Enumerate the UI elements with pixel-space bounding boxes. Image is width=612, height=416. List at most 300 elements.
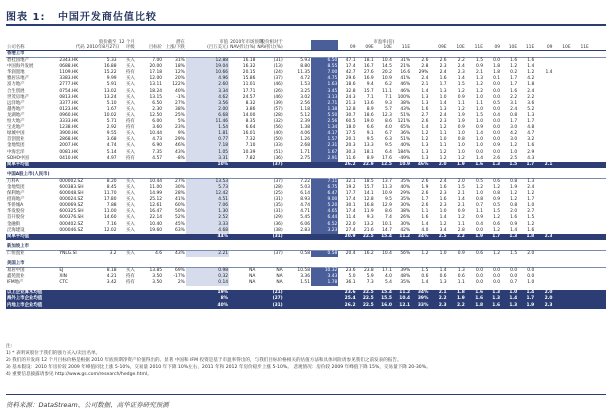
company-name-cell: 恒大地产	[7, 119, 25, 125]
table-cell: 4.0	[384, 274, 392, 280]
table-cell: 2.2	[448, 303, 466, 309]
table-cell: 0.0	[527, 274, 535, 280]
table-cell: 1.0	[457, 143, 465, 149]
table-cell: 1.4	[457, 76, 465, 82]
table-cell: 4.51	[186, 197, 229, 203]
table-cell: 2.7	[527, 209, 535, 215]
table-cell: 买入	[125, 100, 135, 106]
company-name-cell: 中海宏洋	[7, 149, 25, 155]
table-cell	[311, 303, 338, 309]
ticker-cell: 0754.HK	[59, 88, 79, 94]
table-cell: 1.6	[421, 106, 429, 112]
table-cell: 买入	[125, 209, 135, 215]
table-cell: 7.22	[300, 178, 310, 184]
section-header	[6, 172, 606, 179]
table-cell: 1.4	[457, 197, 465, 203]
table-cell: 1.8	[448, 290, 466, 296]
table-cell	[163, 303, 186, 309]
table-cell: 1.6	[466, 296, 484, 302]
table-cell: 持有	[125, 119, 135, 125]
table-cell: 3.68	[106, 137, 117, 143]
note-line: 3) 基本假设：2010 年房价较 2009 年峰值同比上涨 5-10%，交易量 2010 年下降 10%左右，2011 年和 2012 年房价稳步上涨 5-10%。 悲观情况：房价较 2009 年峰值下降 15%，交易量下降 20-30%。	[6, 365, 431, 371]
table-cell: 买入	[125, 82, 135, 88]
table-cell: (31)	[273, 197, 283, 203]
table-cell: (31)	[273, 58, 283, 64]
ticker-cell: EJ	[59, 268, 64, 274]
table-cell: 1.1	[457, 100, 465, 106]
table-cell: 买入	[125, 250, 135, 256]
table-cell: 0.0	[493, 274, 501, 280]
table-cell: 2.71	[311, 101, 338, 107]
table-row	[6, 178, 606, 185]
table-cell: 2.5	[429, 234, 447, 240]
table-cell: 1.3	[457, 268, 465, 274]
table-cell: (39)	[273, 100, 283, 106]
table-cell: 9.3	[366, 215, 374, 221]
table-cell: 1.34	[311, 125, 338, 131]
table-cell: 56%	[400, 250, 411, 256]
table-cell: 持有	[125, 274, 135, 280]
ticker-cell: 600383.SH	[59, 184, 84, 190]
company-name-cell: 金地集团	[7, 143, 25, 149]
table-cell: 0.98	[186, 268, 229, 275]
table-cell: 11.9	[363, 209, 374, 215]
table-cell: 18.0	[345, 125, 356, 131]
table-cell: 16.47	[149, 209, 163, 215]
table-cell: -17%	[173, 274, 185, 280]
ticker-cell: 600048.SH	[59, 191, 84, 197]
table-cell: 3.34	[186, 89, 229, 95]
table-cell: 0.0	[493, 106, 501, 112]
table-cell: 3.36	[300, 274, 310, 280]
table-cell	[136, 303, 163, 309]
table-cell: NA	[276, 280, 283, 286]
table-cell: 22.5	[357, 303, 375, 309]
table-cell: 1.5	[501, 162, 518, 168]
table-cell: (33)	[273, 143, 283, 149]
table-cell	[572, 58, 590, 65]
table-cell: 1.9	[448, 162, 466, 168]
table-cell: 2.4	[421, 76, 429, 82]
table-cell: 1.9	[457, 119, 465, 125]
table-cell: NA	[276, 268, 283, 274]
ticker-cell: 2777.HK	[59, 82, 79, 88]
table-cell: 8.80	[300, 64, 310, 70]
section-title: 新加坡上市	[6, 244, 606, 251]
table-cell: 26%	[400, 215, 411, 221]
table-cell: 1.9	[466, 234, 484, 240]
table-cell: 0.5	[493, 203, 501, 209]
table-cell: 12.42	[186, 191, 229, 197]
table-cell: 4.17	[311, 131, 338, 137]
table-cell: 1.8	[518, 234, 535, 240]
table-cell: 2.4	[527, 88, 535, 94]
table-cell: 19.2	[345, 184, 356, 190]
table-row	[6, 250, 606, 257]
table-cell: 2.6	[421, 58, 429, 64]
table-cell: 0.0	[493, 131, 501, 137]
table-cell: 17.1	[382, 268, 392, 274]
table-cell: 0.9	[493, 197, 501, 203]
table-cell: 12.8	[345, 106, 356, 112]
table-cell	[590, 250, 606, 257]
table-cell: 7.10	[245, 143, 256, 149]
table-cell: 3.60	[152, 125, 163, 131]
table-cell	[284, 303, 311, 309]
table-cell: 6.14	[300, 191, 310, 197]
table-cell: 4.96	[186, 76, 229, 82]
ticker-cell: 2007.HK	[59, 143, 79, 149]
table-cell: 1.2	[510, 143, 518, 149]
table-cell: 1.3	[421, 143, 429, 149]
table-cell: 1.5	[457, 82, 465, 88]
table-cell: 16.18	[242, 58, 256, 64]
table-cell: 30.1	[345, 203, 356, 209]
table-cell: 1.0	[439, 94, 447, 100]
table-cell: 3.1	[510, 100, 518, 106]
note-line: 4) 重要信息披露请参见 http://www.gs.com/research/hedge.html。	[6, 372, 152, 378]
table-cell: 0.0	[493, 94, 501, 100]
table-cell: 1.3	[501, 234, 518, 240]
table-cell: 1.2	[510, 64, 518, 70]
ticker-cell: 0960.HK	[59, 112, 79, 118]
table-cell: (31)	[256, 303, 283, 309]
table-cell: 1.7	[518, 296, 535, 302]
table-cell: 65%	[400, 125, 411, 131]
table-cell: 0.1	[493, 76, 501, 82]
table-cell: 1.1	[457, 221, 465, 227]
table-cell: 39%	[411, 296, 429, 302]
company-name-cell: 简单平均值	[6, 234, 58, 240]
table-cell: 13.11	[149, 82, 163, 88]
table-cell: 0.0	[476, 268, 483, 274]
table-cell: 35%	[400, 197, 411, 203]
table-cell: NA	[249, 280, 256, 286]
table-cell: 0.0	[493, 82, 501, 88]
table-cell: 6.44	[311, 215, 338, 221]
table-cell	[590, 58, 606, 65]
table-cell: 2.30	[152, 106, 163, 112]
ticker-cell: 000402.SZ	[59, 221, 84, 227]
table-cell: 买入	[125, 58, 135, 64]
table-cell: 1.3	[484, 290, 501, 296]
table-cell: 9.4	[366, 82, 374, 88]
table-cell: 2.3	[429, 303, 447, 309]
table-cell: 2.3	[457, 70, 465, 76]
table-cell: 2.5	[510, 155, 518, 161]
table-cell: 2.4	[510, 106, 518, 112]
bottom-rule	[6, 394, 606, 395]
table-cell: 15.4	[375, 234, 393, 240]
table-cell: 2.0	[429, 162, 447, 168]
table-cell: 1.4	[421, 125, 429, 131]
table-cell: 16.01	[242, 131, 256, 137]
table-cell: 8.45	[106, 184, 117, 190]
table-cell: 1.2	[476, 82, 483, 88]
table-cell: 12.00	[149, 76, 163, 82]
table-cell: 1.7	[527, 197, 535, 203]
table-cell: 1.8	[466, 303, 484, 309]
table-cell: 1.0	[439, 209, 447, 215]
table-cell: 4.71	[300, 209, 310, 215]
table-cell: 1.0	[527, 203, 535, 209]
table-cell: 1.6	[439, 197, 447, 203]
table-cell: 69%	[175, 268, 185, 274]
table-cell	[535, 250, 553, 257]
table-cell: 1.4	[545, 70, 553, 76]
table-cell: 11.01	[242, 82, 256, 88]
table-cell: 0.4	[493, 112, 501, 118]
table-cell: 20.15	[242, 70, 256, 76]
table-cell: 6.2	[384, 82, 392, 88]
table-cell: 1.7	[510, 82, 518, 88]
table-cell: 1.3	[484, 162, 501, 168]
table-cell: 184%	[397, 149, 411, 155]
table-cell: 10.40	[149, 221, 163, 227]
table-cell: 1.8	[493, 70, 501, 76]
table-cell: 买入	[125, 112, 135, 118]
table-cell: (46)	[273, 82, 283, 88]
table-cell: 2.9	[527, 149, 535, 155]
table-cell: 2.2	[510, 94, 518, 100]
page-title	[6, 8, 165, 23]
table-cell	[553, 58, 571, 65]
table-cell: 9.55	[106, 131, 117, 137]
table-cell: 2.1	[429, 290, 447, 296]
table-cell: 1.2	[457, 155, 465, 161]
table-cell: 5.50	[311, 113, 338, 119]
company-name-cell: 宝龙地产	[7, 125, 25, 131]
table-cell: 0.8	[510, 178, 518, 184]
table-cell: 4.21	[106, 274, 117, 280]
table-cell: 0.8	[510, 112, 518, 118]
table-cell: 40%	[400, 143, 411, 149]
table-cell: 买入	[125, 106, 135, 112]
table-cell: 2.2	[457, 58, 465, 64]
table-cell: 1.0	[457, 149, 465, 155]
table-cell: 2.4	[457, 64, 465, 70]
table-cell: 11.4	[345, 215, 356, 221]
table-cell: 32.1	[345, 178, 356, 184]
table-cell: 1.0	[527, 280, 535, 286]
table-cell: 1.6	[484, 303, 501, 309]
table-cell: 1.1	[421, 209, 429, 215]
company-name-cell: 合生创展	[7, 88, 25, 94]
table-cell: 8.6	[384, 209, 392, 215]
table-cell: 25%	[175, 112, 185, 118]
table-cell: 1.3	[527, 178, 535, 184]
table-cell: 27.4	[345, 227, 356, 233]
table-cell: 1.4	[476, 131, 483, 137]
table-cell: 买入	[125, 149, 135, 155]
table-cell: 1.0	[476, 143, 483, 149]
table-cell: 1.78	[311, 280, 338, 286]
company-name-cell: 招商地产	[7, 197, 25, 203]
table-cell: 21.3	[345, 100, 356, 106]
table-cell: 0.6	[476, 250, 483, 256]
table-cell: 36%	[400, 131, 411, 137]
table-cell	[229, 178, 256, 185]
table-cell: 1.7	[421, 197, 429, 203]
table-cell: 买入	[125, 94, 135, 100]
table-cell: 14.99	[149, 191, 163, 197]
table-cell: 40%	[400, 184, 411, 190]
table-cell: 14.5	[382, 64, 392, 70]
company-name-cell: 鑫苑置业	[7, 274, 25, 280]
table-cell: 11.35	[297, 70, 310, 76]
table-cell: 2.6	[421, 119, 429, 125]
table-cell: 3.50	[152, 280, 163, 286]
table-cell: 1.6	[527, 143, 535, 149]
table-cell: 2.6	[421, 178, 429, 184]
table-cell: 43%	[175, 149, 185, 155]
table-cell: 20.00	[149, 64, 163, 70]
table-cell: 51%	[400, 137, 411, 143]
table-cell: 6.52	[311, 222, 338, 228]
table-cell: 0.9	[510, 221, 518, 227]
table-cell	[553, 178, 571, 185]
table-cell: 6.68	[186, 113, 229, 119]
table-cell: 1.4	[421, 221, 429, 227]
table-cell: -1%	[176, 94, 185, 100]
table-cell: 买入	[125, 221, 135, 227]
table-cell: 7.1	[384, 94, 392, 100]
table-cell: 2.3	[439, 64, 447, 70]
table-cell: 43%	[400, 106, 411, 112]
table-cell: 1.9	[457, 112, 465, 118]
table-cell: 0.0	[476, 227, 483, 233]
table-cell: 46%	[411, 162, 429, 168]
table-cell: 26.2	[338, 303, 356, 309]
table-cell: 1.6	[527, 227, 535, 233]
table-cell: 22.14	[149, 215, 163, 221]
table-cell: 1.53	[300, 82, 310, 88]
company-name-cell: 金地集团	[7, 184, 25, 190]
table-cell: 1.4	[518, 290, 535, 296]
table-cell: 8.18	[106, 268, 117, 274]
table-cell: 1.6	[439, 184, 447, 190]
table-cell: 17.4	[345, 197, 356, 203]
table-cell: 44%	[186, 234, 229, 240]
table-cell: 10.4	[382, 250, 392, 256]
company-name-cell: 远洋地产	[7, 100, 25, 106]
table-cell: 7.16	[106, 221, 117, 227]
table-cell: 121%	[397, 119, 411, 125]
table-cell: 11.3	[382, 184, 392, 190]
table-cell: 1.5	[510, 250, 518, 256]
table-cell: 40%	[186, 303, 229, 309]
table-cell: 1.7	[439, 82, 447, 88]
table-cell: (37)	[273, 178, 283, 184]
table-cell: 6.7	[384, 131, 392, 137]
table-cell: 5.20	[311, 203, 338, 209]
table-cell: 买入	[125, 215, 135, 221]
ticker-cell: 0688.HK	[59, 64, 79, 70]
figure-title: 中国开发商估值比较	[57, 12, 157, 23]
notes	[6, 343, 606, 378]
table-cell: 1.2	[527, 191, 535, 197]
ticker-cell: 600376.SH	[59, 215, 84, 221]
ticker-cell: YNLG.SI	[59, 250, 77, 256]
table-cell: 29.6	[345, 76, 356, 82]
table-cell: 13.53	[186, 178, 229, 185]
table-cell: 7.00	[311, 70, 338, 76]
table-cell: 4.74	[300, 203, 310, 209]
table-cell: 10.9	[393, 162, 411, 168]
table-cell: 1.2	[439, 221, 447, 227]
table-cell: 2.52	[186, 215, 229, 221]
table-cell: 0.32	[186, 274, 229, 280]
table-cell: 18.1	[363, 149, 374, 155]
table-cell: 4.8	[527, 125, 535, 131]
table-cell: (29)	[273, 215, 283, 221]
table-cell: 0.77	[186, 137, 229, 143]
table-cell: 2.6	[421, 191, 429, 197]
table-cell: 4.0	[421, 227, 429, 233]
table-cell: 2.7	[421, 112, 429, 118]
table-cell: 7.11	[311, 178, 338, 185]
table-cell: 11.70	[103, 191, 117, 197]
table-cell: 0.0	[493, 125, 501, 131]
table-cell: 买入	[125, 203, 135, 209]
table-cell: 34%	[411, 234, 429, 240]
table-cell: 1.57	[311, 137, 338, 143]
table-cell: (37)	[273, 76, 283, 82]
table-cell: 25.4	[338, 296, 356, 302]
table-cell: (57)	[273, 106, 283, 112]
table-cell: 9.00	[311, 197, 338, 203]
table-cell: 51%	[400, 112, 411, 118]
table-cell: 2.0	[535, 296, 553, 302]
table-cell: 8.32	[245, 100, 256, 106]
table-cell: 1.2	[439, 149, 447, 155]
section-header	[6, 261, 606, 268]
table-cell: 7.18	[186, 143, 229, 149]
table-cell: 4.7	[527, 131, 535, 137]
ticker-cell: 0410.HK	[59, 155, 79, 161]
table-cell: 4.57	[152, 155, 163, 161]
table-cell: 8.93	[300, 197, 310, 203]
table-cell: -8%	[176, 155, 185, 161]
title-rule	[6, 24, 606, 26]
table-cell: 持有	[125, 125, 135, 131]
table-cell: 1.4	[439, 215, 447, 221]
table-cell: 30%	[400, 203, 411, 209]
table-cell: 1.0	[501, 290, 518, 296]
table-cell: 22.5	[357, 296, 375, 302]
table-cell: 13.3	[363, 143, 374, 149]
table-cell: 1.4	[476, 155, 483, 161]
table-cell: 18.24	[149, 88, 163, 94]
table-cell: 5.73	[186, 185, 229, 191]
section-title: 美国上市	[6, 261, 606, 268]
company-name-cell: 仁恒置业	[7, 250, 25, 256]
table-cell: 1.4	[421, 88, 429, 94]
table-cell: 2.92	[106, 125, 117, 131]
company-name-cell: 简单平均值	[6, 162, 58, 168]
table-cell: 17.5	[345, 131, 356, 137]
table-cell	[553, 303, 571, 309]
table-cell: 0.0	[493, 88, 501, 94]
table-cell: 3.02	[300, 94, 310, 100]
table-cell: 2.60	[186, 82, 229, 88]
table-cell: 持有	[125, 280, 135, 286]
company-name-cell: 中国海外发展	[7, 64, 34, 70]
table-cell: (37)	[256, 162, 283, 168]
table-cell: 0.58	[311, 250, 338, 257]
table-cell	[590, 178, 606, 185]
table-cell: 1.0	[476, 137, 483, 143]
